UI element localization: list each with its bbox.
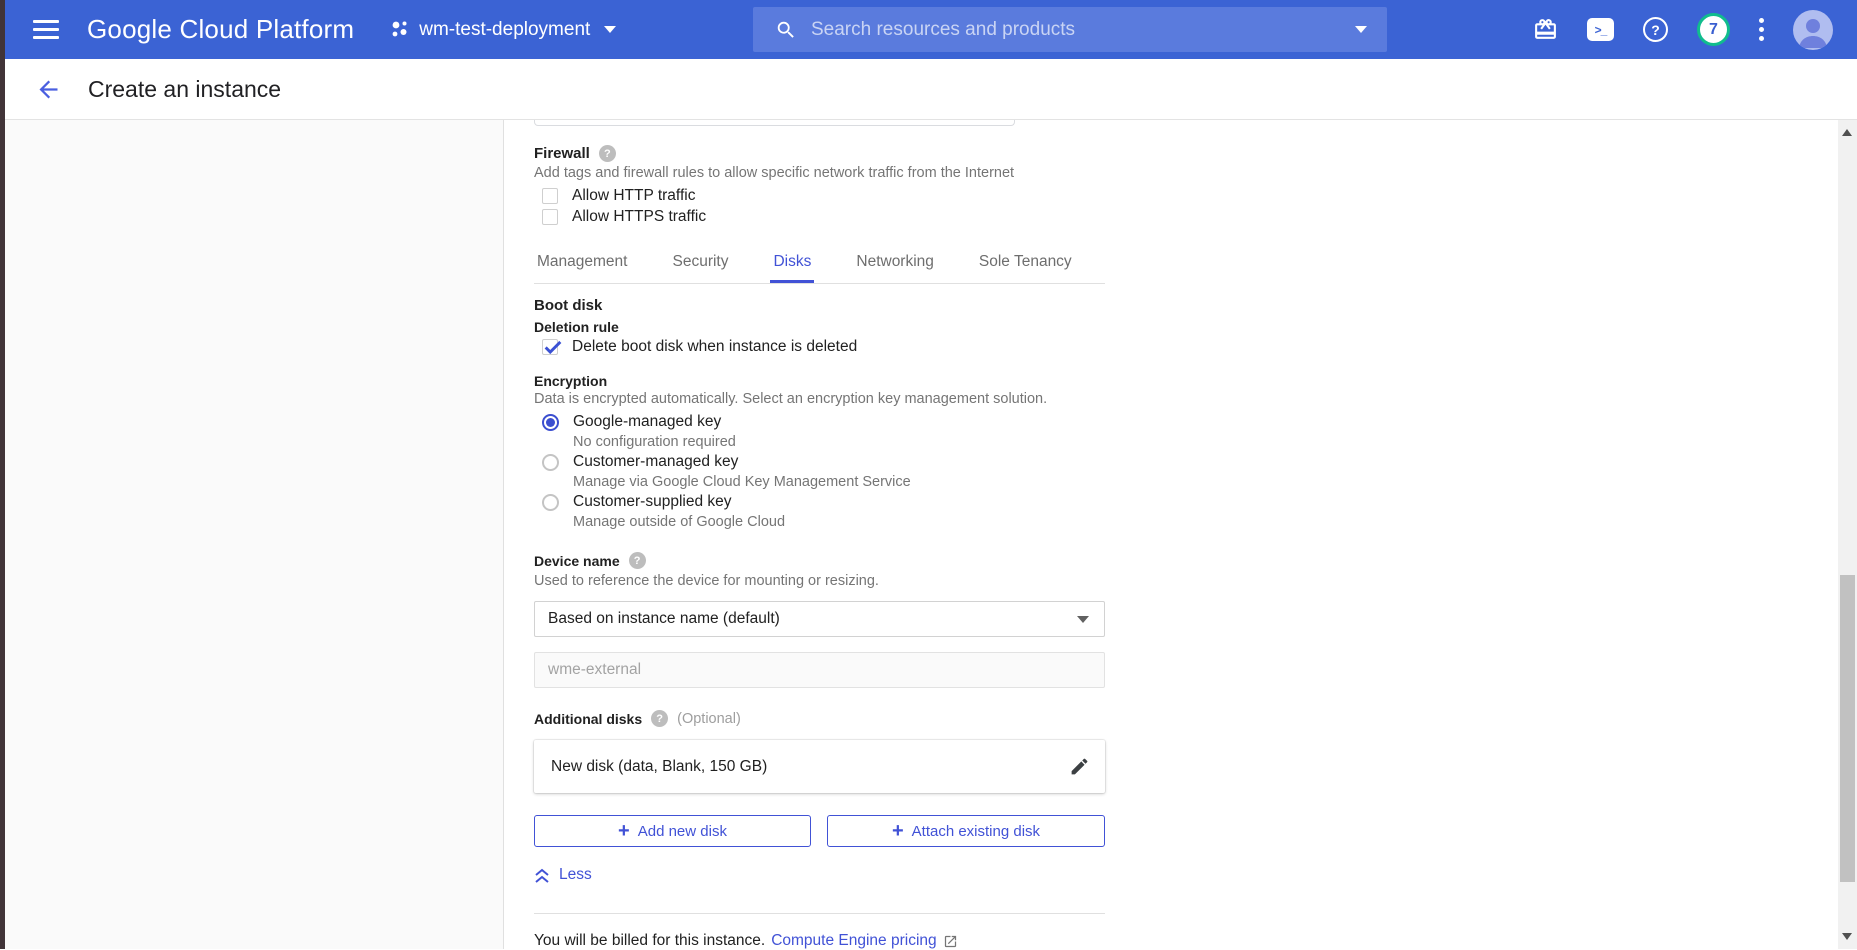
more-options-icon[interactable] <box>1759 18 1764 41</box>
device-name-heading: Device name ? <box>534 552 646 569</box>
avatar[interactable] <box>1793 10 1833 50</box>
menu-icon[interactable] <box>33 15 59 44</box>
delete-boot-disk-checkbox-row[interactable]: Delete boot disk when instance is deleted <box>534 336 857 357</box>
double-chevron-up-icon <box>534 867 550 884</box>
radio-customer-supplied-key[interactable]: Customer-supplied key <box>534 493 732 511</box>
add-new-disk-button[interactable]: + Add new disk <box>534 815 811 847</box>
device-name-help-icon[interactable]: ? <box>629 552 646 569</box>
page-title: Create an instance <box>88 76 281 103</box>
project-selector[interactable] <box>390 19 616 41</box>
page-header <box>5 59 1857 120</box>
radio-sublabel: Manage via Google Cloud Key Management Service <box>534 474 911 490</box>
radio-sublabel: No configuration required <box>534 434 736 450</box>
radio-unselected-icon[interactable] <box>542 494 559 511</box>
form-content <box>505 120 1838 949</box>
radio-sublabel: Manage outside of Google Cloud <box>534 514 785 530</box>
optional-label: (Optional) <box>677 711 741 727</box>
boot-disk-heading: Boot disk <box>534 297 602 314</box>
attach-existing-disk-button[interactable]: + Attach existing disk <box>827 815 1105 847</box>
checkbox-unchecked-icon[interactable] <box>542 209 558 225</box>
scrollbar-thumb[interactable] <box>1840 575 1855 882</box>
tab-networking[interactable]: Networking <box>853 249 937 283</box>
cloud-shell-icon[interactable]: >_ <box>1587 18 1614 41</box>
edit-disk-button[interactable] <box>1069 756 1090 777</box>
back-button[interactable] <box>35 76 62 103</box>
allow-http-checkbox-row[interactable]: Allow HTTP traffic <box>534 185 695 206</box>
external-link-icon <box>943 934 958 949</box>
firewall-help-icon[interactable]: ? <box>599 145 616 162</box>
additional-disks-help-icon[interactable]: ? <box>651 710 668 727</box>
encryption-description: Data is encrypted automatically. Select an encryption key management solution. <box>534 391 1047 407</box>
app-bar <box>0 0 1857 59</box>
plus-icon: + <box>618 821 630 841</box>
billing-note: You will be billed for this instance. Compute Engine pricing <box>534 932 958 950</box>
vertical-scrollbar[interactable] <box>1838 120 1857 949</box>
help-icon[interactable]: ? <box>1643 17 1668 42</box>
search-dropdown-icon[interactable] <box>1355 26 1367 33</box>
device-name-description: Used to reference the device for mounting or resizing. <box>534 573 879 589</box>
radio-customer-managed-key[interactable]: Customer-managed key <box>534 453 738 471</box>
allow-https-checkbox-row[interactable]: Allow HTTPS traffic <box>534 206 706 227</box>
gift-icon[interactable] <box>1533 17 1558 42</box>
search-input[interactable] <box>811 19 1341 41</box>
search-bar[interactable] <box>753 7 1387 52</box>
chevron-down-icon <box>1077 616 1089 623</box>
search-icon <box>775 19 797 41</box>
checkbox-unchecked-icon[interactable] <box>542 188 558 204</box>
tab-security[interactable]: Security <box>669 249 731 283</box>
radio-unselected-icon[interactable] <box>542 454 559 471</box>
compute-engine-pricing-link[interactable]: Compute Engine pricing <box>771 932 936 950</box>
person-icon <box>1793 10 1833 50</box>
disk-label: New disk (data, Blank, 150 GB) <box>551 758 1069 776</box>
encryption-heading: Encryption <box>534 373 607 389</box>
project-name: wm-test-deployment <box>419 19 590 41</box>
tab-sole-tenancy[interactable]: Sole Tenancy <box>976 249 1075 283</box>
additional-disks-heading: Additional disks ? (Optional) <box>534 710 741 727</box>
tab-disks[interactable]: Disks <box>770 249 814 283</box>
project-icon <box>390 20 409 39</box>
less-link[interactable]: Less <box>534 866 592 884</box>
product-logo[interactable]: Google Cloud Platform <box>87 14 354 45</box>
device-name-input[interactable] <box>534 652 1105 688</box>
tab-management[interactable]: Management <box>534 249 630 283</box>
disk-buttons <box>534 815 1105 847</box>
pencil-icon <box>1069 756 1090 777</box>
radio-google-managed-key[interactable]: Google-managed key <box>534 413 721 431</box>
firewall-description: Add tags and firewall rules to allow specific network traffic from the Internet <box>534 165 1014 181</box>
deletion-rule-label: Deletion rule <box>534 319 619 335</box>
section-divider <box>534 913 1105 914</box>
firewall-section-label: Firewall ? <box>534 145 616 162</box>
dropdown-value: Based on instance name (default) <box>548 610 1077 628</box>
scroll-up-arrow[interactable] <box>1842 129 1852 136</box>
scroll-down-arrow[interactable] <box>1842 933 1852 940</box>
screen-left-edge <box>0 0 5 949</box>
checkbox-checked-icon[interactable] <box>542 339 558 355</box>
left-panel <box>5 120 504 949</box>
arrow-left-icon <box>35 76 62 103</box>
chevron-down-icon <box>604 26 616 33</box>
plus-icon: + <box>892 821 904 841</box>
device-name-dropdown[interactable] <box>534 601 1105 637</box>
settings-tabs <box>534 249 1105 284</box>
notifications-badge[interactable]: 7 <box>1697 13 1730 46</box>
new-disk-row[interactable] <box>534 740 1105 793</box>
radio-selected-icon[interactable] <box>542 414 559 431</box>
